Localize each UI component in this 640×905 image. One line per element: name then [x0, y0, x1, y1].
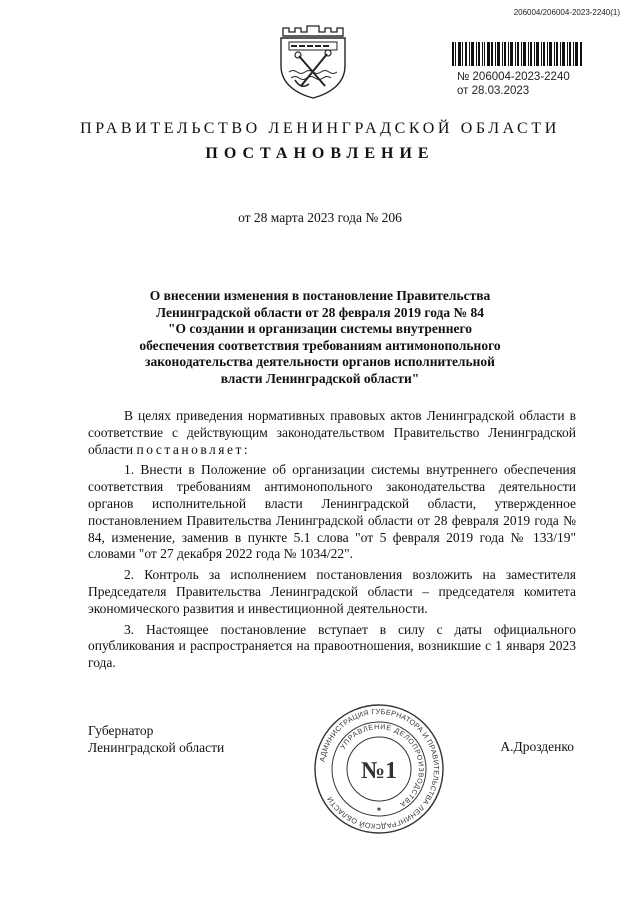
document-body	[88, 408, 576, 676]
resolution-word: постановляет:	[136, 441, 251, 457]
title-line: власти Ленинградской области"	[220, 370, 420, 386]
signer-position	[88, 722, 224, 756]
government-name: ПРАВИТЕЛЬСТВО ЛЕНИНГРАДСКОЙ ОБЛАСТИ	[80, 120, 560, 137]
document-date-number: от 28 марта 2023 года № 206	[238, 210, 402, 225]
barcode	[452, 42, 582, 66]
title-line: О внесении изменения в постановление Правительства	[149, 288, 491, 303]
signer-title: Губернатор	[88, 723, 154, 738]
seal-star-icon: ✶	[375, 805, 383, 814]
seal-number: №1	[360, 758, 398, 784]
registration-date: от 28.03.2023	[457, 85, 530, 97]
document-reference-code: 206004/206004-2023-2240(1)	[513, 8, 620, 17]
title-line: обеспечения соответствия требованиям антимонопольного	[139, 337, 501, 353]
official-seal	[312, 702, 446, 836]
item-3-paragraph: 3. Настоящее постановление вступает в силу с даты официального опубликования и распространяется на правоотношения, возникшие с 1 января 2023 года.	[88, 621, 576, 671]
document-title	[120, 288, 520, 387]
item-1-paragraph: 1. Внести в Положение об организации системы внутреннего обеспечения соответствия требованиям антимонопольного законодательства деятельности органов исполнительной власти Ленинградской области, утвержденное постановлением Правительства Ленинградской области от 28 февраля 2019 года № 84, изменение, заменив в пункте 5.1 слова "от 5 февраля 2019 года № 133/19" словами "от 27 декабря 2022 года № 1034/22".	[88, 462, 576, 562]
preamble-paragraph	[88, 408, 576, 458]
preamble-text: В целях приведения нормативных правовых актов Ленинградской области в соответствие с действующим законодательством Правительство Ленинградской области	[88, 408, 576, 457]
document-type: ПОСТАНОВЛЕНИЕ	[205, 145, 435, 162]
seal-inner-text: УПРАВЛЕНИЕ ДЕЛОПРОИЗВОДСТВА	[339, 723, 425, 808]
signer-name: А.Дрозденко	[500, 739, 574, 754]
title-line: "О создании и организации системы внутреннего	[167, 321, 473, 336]
item-2-paragraph: 2. Контроль за исполнением постановления возложить на заместителя Председателя Правительства Ленинградской области – председателя комитета экономического развития и инвестиционной деятельности.	[88, 567, 576, 616]
registration-number: № 206004-2023-2240	[457, 71, 570, 83]
registration-info	[457, 70, 570, 98]
signer-region: Ленинградской области	[88, 740, 225, 755]
coat-of-arms-icon	[275, 22, 351, 100]
seal-outer-text: АДМИНИСТРАЦИЯ ГУБЕРНАТОРА И ПРАВИТЕЛЬСТВА ЛЕНИНГРАДСКОЙ ОБЛАСТИ	[317, 706, 442, 832]
title-line: законодательства деятельности органов исполнительной	[145, 354, 495, 369]
title-line: Ленинградской области от 28 февраля 2019 года № 84	[156, 304, 484, 320]
